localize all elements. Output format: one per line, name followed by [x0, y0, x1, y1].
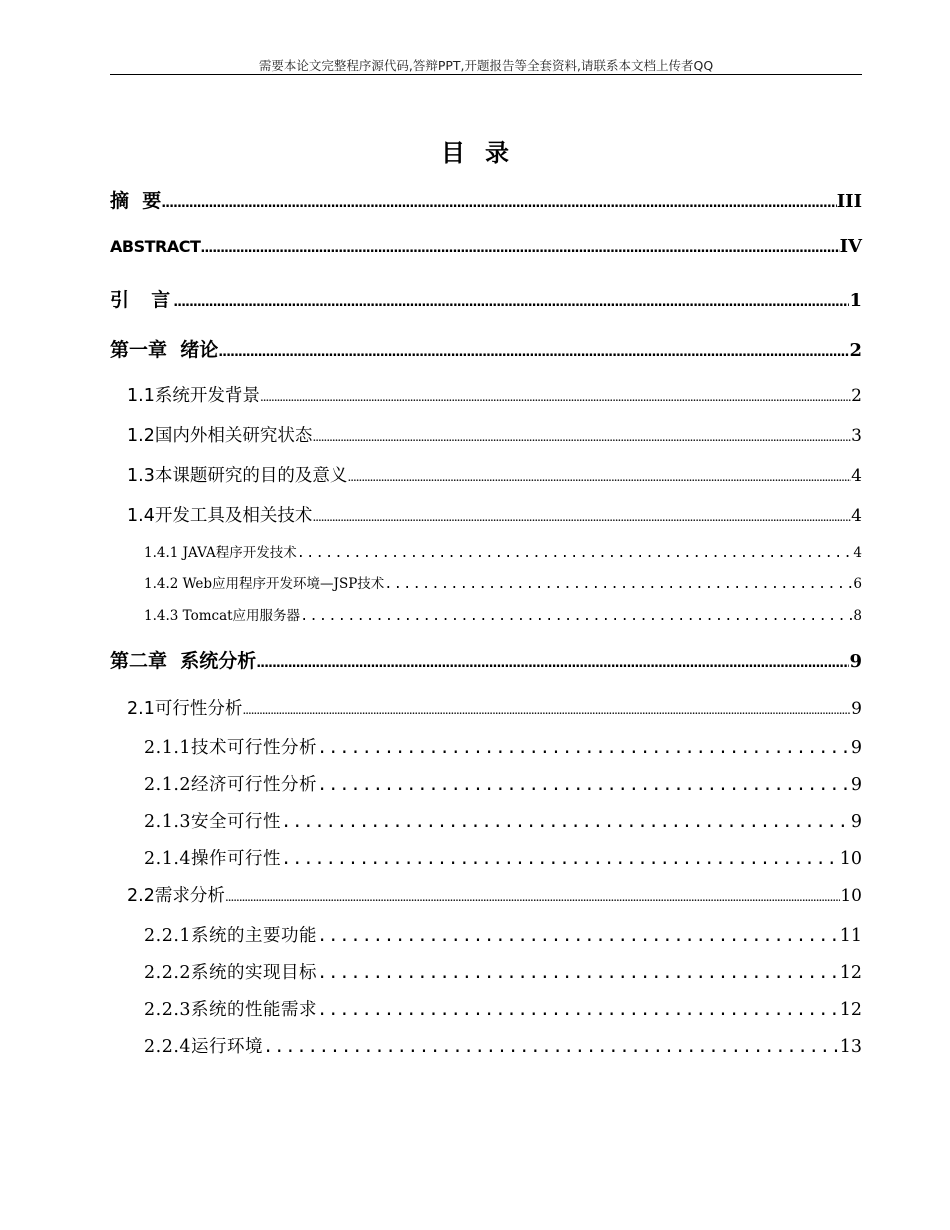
- toc-entry-label: 摘 要: [110, 190, 162, 212]
- toc-entry-2-2-2[interactable]: [144, 959, 862, 984]
- dot-leader: [317, 926, 840, 946]
- toc-entry-label: 2.1.4操作可行性: [144, 849, 282, 869]
- dot-leader: [200, 241, 839, 256]
- toc-page-number: 9: [850, 738, 862, 758]
- dot-leader: [281, 812, 851, 832]
- dot-leader: [297, 545, 854, 561]
- toc-entry-label: 2.2.2系统的实现目标: [144, 963, 318, 983]
- toc-page-number: 1: [849, 290, 862, 311]
- toc-entry-1-4[interactable]: [127, 502, 862, 527]
- toc-entry-label: 第一章 绪论: [110, 339, 219, 361]
- toc-entry-2-2-4[interactable]: [144, 1033, 862, 1058]
- dot-leader: [256, 656, 849, 671]
- toc-entry-label: 2.1.3安全可行性: [144, 812, 282, 832]
- toc-entry-1-4-1[interactable]: [144, 541, 862, 561]
- dot-leader: [312, 429, 851, 444]
- toc-entry-label: 1.4.3 Tomcat应用服务器: [144, 608, 301, 624]
- toc-entry-label: 2.1.2经济可行性分析: [144, 775, 318, 795]
- toc-entry-intro[interactable]: [110, 285, 862, 312]
- toc-page-number: 8: [853, 608, 862, 624]
- toc-entry-abstract-en[interactable]: [110, 236, 862, 257]
- toc-page-number: 4: [851, 506, 862, 526]
- toc-page-number: 12: [839, 963, 862, 983]
- toc-page-number: 9: [849, 651, 862, 672]
- toc-page-number: 10: [840, 886, 862, 906]
- dot-leader: [218, 345, 849, 360]
- toc-page-number: 12: [839, 1000, 862, 1020]
- dot-leader: [173, 295, 849, 310]
- toc-entry-label: 第二章 系统分析: [110, 650, 257, 672]
- toc-page-number: 4: [853, 545, 862, 561]
- toc-page-number: 13: [839, 1037, 862, 1057]
- toc-entry-label: 2.2需求分析: [127, 886, 225, 906]
- dot-leader: [260, 389, 851, 404]
- toc-entry-label: 2.2.4运行环境: [144, 1037, 264, 1057]
- dot-leader: [347, 469, 851, 484]
- toc-entry-1-1[interactable]: [127, 382, 862, 407]
- toc-entry-chapter-2[interactable]: [110, 646, 862, 673]
- dot-leader: [384, 576, 853, 592]
- toc-entry-1-3[interactable]: [127, 462, 862, 487]
- toc-page-number: 11: [839, 926, 862, 946]
- toc-entry-2-1-3[interactable]: [144, 808, 862, 833]
- toc-page-number: IV: [839, 236, 862, 257]
- toc-page-number: 9: [851, 699, 862, 719]
- toc-entry-2-1-4[interactable]: [144, 845, 862, 870]
- toc-entry-label: 2.1可行性分析: [127, 699, 243, 719]
- dot-leader: [161, 196, 837, 211]
- dot-leader: [317, 738, 851, 758]
- toc-entry-label: 2.2.1系统的主要功能: [144, 926, 318, 946]
- toc-entry-abstract-cn[interactable]: [110, 186, 862, 213]
- page-header-text: 需要本论文完整程序源代码,答辩PPT,开题报告等全套资料,请联系本文档上传者QQ: [258, 58, 714, 73]
- toc-page-number: 10: [839, 849, 862, 869]
- dot-leader: [225, 889, 841, 904]
- toc-page-number: 9: [850, 775, 862, 795]
- toc-page-number: III: [836, 191, 862, 212]
- toc-entry-label: 1.3本课题研究的目的及意义: [127, 466, 348, 486]
- dot-leader: [281, 849, 840, 869]
- dot-leader: [263, 1037, 840, 1057]
- toc-entry-label: 2.2.3系统的性能需求: [144, 1000, 318, 1020]
- toc-entry-1-2[interactable]: [127, 422, 862, 447]
- toc-entry-label: 1.1系统开发背景: [127, 386, 260, 406]
- toc-entry-1-4-3[interactable]: [144, 604, 862, 624]
- toc-entry-label: ABSTRACT: [110, 237, 201, 256]
- toc-entry-2-1[interactable]: [127, 695, 862, 720]
- toc-page-number: 6: [853, 576, 862, 592]
- toc-entry-2-1-1[interactable]: [144, 734, 862, 759]
- toc-page-number: 2: [851, 386, 862, 406]
- toc-entry-2-2[interactable]: [127, 882, 862, 907]
- dot-leader: [300, 608, 853, 624]
- toc-page-number: 3: [851, 426, 862, 446]
- toc-entry-1-4-2[interactable]: [144, 572, 862, 592]
- toc-entry-2-2-3[interactable]: [144, 996, 862, 1021]
- toc-page-number: 4: [851, 466, 862, 486]
- toc-entry-chapter-1[interactable]: [110, 335, 862, 362]
- toc-page-number: 2: [849, 340, 862, 361]
- toc-page-number: 9: [850, 812, 862, 832]
- dot-leader: [317, 775, 851, 795]
- toc-entry-label: 1.4.1 JAVA程序开发技术: [144, 545, 297, 561]
- dot-leader: [317, 963, 840, 983]
- toc-entry-label: 1.4开发工具及相关技术: [127, 506, 313, 526]
- dot-leader: [242, 702, 851, 717]
- toc-entry-2-1-2[interactable]: [144, 771, 862, 796]
- toc-entry-2-2-1[interactable]: [144, 922, 862, 947]
- toc-entry-label: 引 言: [110, 289, 174, 311]
- toc-entry-label: 1.4.2 Web应用程序开发环境—JSP技术: [144, 576, 385, 592]
- toc-entry-label: 1.2国内外相关研究状态: [127, 426, 313, 446]
- toc-title: 目录: [441, 139, 529, 167]
- dot-leader: [312, 509, 851, 524]
- toc-entry-label: 2.1.1技术可行性分析: [144, 738, 318, 758]
- dot-leader: [317, 1000, 840, 1020]
